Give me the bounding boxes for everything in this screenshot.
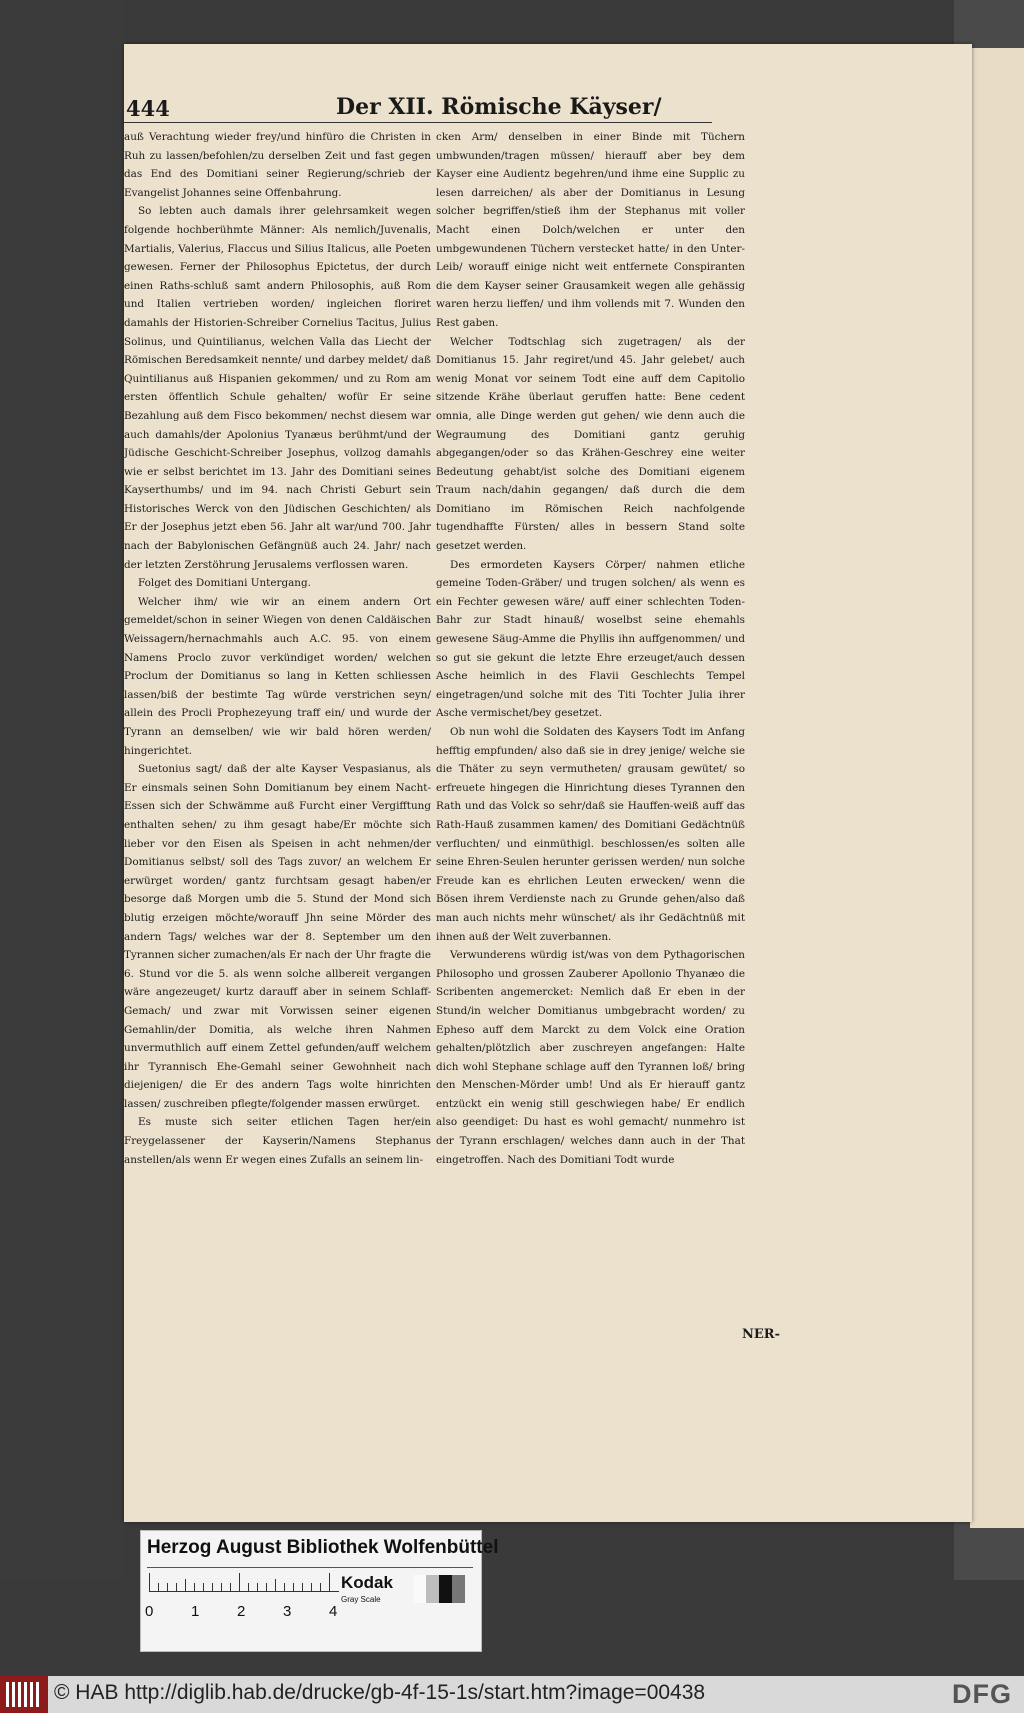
paragraph: Verwunderens würdig ist/was von dem Pythagorischen Philosopho und grossen Zauberer Apollonio Thyanæo die Scribenten angemercket: Nemlich daß Er eben in der Stund/in welcher Domitianus umbgebracht worden/ zu Epheso auff dem Marckt zu dem Volck eine Oration gehalten/plötzlich aber zuschreyen angefangen: Halte dich wohl Stephane schlage auff den Tyrannen loß/ bring den Menschen-Mörder umb! Und als Er hierauff gantz entzückt ein wenig still geschwiegen habe/ Er endlich also geendiget: Du hast es wohl gemacht/ nunmehro ist der Tyrann erschlagen/ welches dann auch in der That eingetroffen. Nach des Domitiani Todt wurde bbox=[436, 949, 745, 1166]
paragraph: Es muste sich seiter etlichen Tagen her/ein Freygelassener der Kayserin/Namens Stephanus anstellen/als wenn Er wegen eines Zufalls an seinem lin- bbox=[124, 1116, 431, 1166]
hab-logo-icon bbox=[0, 1676, 48, 1713]
ruler-label: 3 bbox=[283, 1603, 292, 1620]
grayscale-label: Gray Scale bbox=[341, 1595, 381, 1604]
catchword: NER- bbox=[742, 1327, 780, 1342]
paragraph: Suetonius sagt/ daß der alte Kayser Vespasianus, als Er einsmals seinen Sohn Domitianum bey einem Nacht-Essen sich der Schwämme auß Furcht einer Vergifftung enthalten sehen/ zu ihm gesagt habe/Er möchte sich lieber vor den Eisen als Speisen in acht nehmen/der Domitianus selbst/ soll des Tags zuvor/ an welchem Er erwürget worden/ gantz furchtsam gesagt haben/er besorge daß Morgen umb die 5. Stund der Mond sich blutig erzeigen möchte/worauff Jhn seine Mörder des andern Tags/ welches war der 8. September um den Tyrannen sicher zumachen/als Er nach der Uhr fragte die 6. Stund vor die 5. als wenn solche allbereit vergangen wäre angezeuget/ kurtz darauff aber in seinem Schlaff-Gemach/ und zwar mit Vorwissen seiner eigenen Gemahlin/der Domitia, als welche ihren Nahmen unvermuthlich auff einem Zettel gefunden/auff welchem ihr Tyrannisch Ehe-Gemahl seiner Gewohnheit nach diejenigen/ die Er des andern Tags wolte hinrichten lassen/ zuschreiben pflegte/folgender massen erwürget. bbox=[124, 763, 431, 1110]
target-divider bbox=[147, 1567, 473, 1568]
section-heading: Folget des Domitiani Untergang. bbox=[138, 577, 311, 590]
right-text-column bbox=[436, 128, 745, 1169]
paragraph: Des ermordeten Kaysers Cörper/ nahmen etliche gemeine Toden-Gräber/ und trugen solchen/ als wenn es ein Fechter gewesen wäre/ auff einer schlechten Toden-Bahr zur Stadt hinauß/ woselbst seine ehemahls gewesene Säug-Amme die Phyllis ihn auffgenommen/ und so gut sie gekunt die letzte Ehre erzeuget/auch dessen Asche heimlich in des Flavii Geschlechts Tempel eingetragen/und solche mit des Titi Tochter Julia ihrer Asche vermischet/bey gesetzet. bbox=[436, 558, 745, 720]
paragraph: So lebten auch damals ihrer gelehrsamkeit wegen folgende hochberühmte Männer: Als nemlich/Juvenalis, Martialis, Valerius, Flaccus und Silius Italicus, alle Poeten gewesen. Ferner der Philosophus Epictetus, der durch einen Raths-schluß samt andern Philosophis, auß Rom und Italien vertrieben worden/ ingleichen floriret damahls der Historien-Schreiber Cornelius Tacitus, Julius Solinus, und Quintilianus, welchen Valla das Liecht der Römischen Beredsamkeit nennte/ und darbey meldet/ daß Quintilianus auß Hispanien gekommen/ und zu Rom am ersten öffentlich Schule gehalten/ wofür Er seine Bezahlung auß dem Fisco bekommen/ nechst diesem war auch damahls/der Apolonius Tyanæus berühmt/und der Jüdische Geschicht-Schreiber Josephus, vollzog damahls wie er selbst berichtet im 13. Jahr des Domitiani seines Kayserthumbs/ und im 94. nach Christi Geburt sein Historisches Werck von den Jüdischen Geschichten/ als Er der Josephus jetzt eben 56. Jahr alt war/und 700. Jahr nach der Babylonischen Gefängnüß auch 24. Jahr/ nach der letzten Zerstöhrung Jerusalems verflossen waren. bbox=[124, 205, 431, 571]
paragraph: Welcher Todtschlag sich zugetragen/ als der Domitianus 15. Jahr regiret/und 45. Jahr gelebet/ auch wenig Monat vor seinem Todt eine auff dem Capitolio sitzende Krähe überlaut geruffen hatte: Bene cedent omnia, alle Dinge werden gut gehen/ wie denn auch die Wegraumung des Domitiani gantz geruhig abgegangen/oder so das Krähen-Geschrey eine weiter Bedeutung gehabt/ist solche des Domitiani eigenem Traum nach/dahin gegangen/ daß durch die dem Domitiano im Römischen Reich nachfolgende tugendhaffte Fürsten/ alles in bessern Stand solte gesetzet werden. bbox=[436, 335, 745, 553]
page-number: 444 bbox=[126, 96, 170, 121]
institution-label: Herzog August Bibliothek Wolfenbüttel bbox=[147, 1537, 499, 1558]
kodak-logo: Kodak bbox=[341, 1573, 393, 1592]
header-rule bbox=[124, 122, 712, 123]
running-title: Der XII. Römische Käyser/ bbox=[336, 94, 662, 120]
scanner-backdrop-left bbox=[0, 0, 125, 1580]
dfg-logo: DFG bbox=[952, 1679, 1012, 1709]
paragraph: Welcher ihm/ wie wir an einem andern Ort gemeldet/schon in seiner Wiegen von denen Caldäischen Weissagern/hernachmahls auch A.C. 95. von einem Namens Proclo zuvor verkündiget worden/ welchen Proclum der Domitianus so lang in Ketten schliessen lassen/biß der bestimte Tag würde verstrichen seyn/ allein des Procli Prophezeyung traff ein/ und wurde der Tyrann an demselben/ wie wir bald hören werden/ hingerichtet. bbox=[124, 595, 431, 757]
color-target-card bbox=[140, 1530, 499, 1652]
left-text-column bbox=[124, 128, 431, 1169]
footer-bar bbox=[0, 1676, 1024, 1713]
paragraph: Ob nun wohl die Soldaten des Kaysers Todt im Anfang hefftig empfunden/ also daß sie in drey jenige/ welche sie die Thäter zu seyn vermutheten/ grausam gewütet/ so erfreuete hingegen die Hinrichtung dieses Tyrannen den Rath und das Volck so sehr/daß sie Hauffen-weiß auff das Rath-Hauß zusammen kamen/ des Domitiani Gedächtnüß verfluchten/ und einmüthigl. beschlossen/es solten alle seine Ehren-Seulen herunter gerissen werden/ nun solche Freude kan es ehrlichen Leuten erwecken/ wenn die Bösen ihrem Verdienste nach zu Grunde gehen/also daß man auch nichts mehr wünschet/ als ihr Gedächtnüß mit ihnen auß der Welt zuverbannen. bbox=[436, 726, 745, 943]
paragraph: auß Verachtung wieder frey/und hinfüro die Christen in Ruh zu lassen/befohlen/zu derselben Zeit und fast gegen das End des Domitiani seiner Regierung/schrieb der Evangelist Johannes seine Offenbahrung. bbox=[124, 131, 431, 199]
source-url-link[interactable]: © HAB http://diglib.hab.de/drucke/gb-4f-15-1s/start.htm?image=00438 bbox=[54, 1681, 706, 1704]
ruler-label: 1 bbox=[191, 1603, 200, 1620]
ruler-label: 2 bbox=[237, 1603, 246, 1620]
facing-page-edge bbox=[970, 48, 1024, 1528]
paragraph: cken Arm/ denselben in einer Binde mit Tüchern umbwunden/tragen müssen/ hierauff aber bey dem Kayser eine Audientz begehren/und ihme eine Supplic zu lesen darreichen/ als aber der Domitianus in Lesung solcher begriffen/stieß ihm der Stephanus mit voller Macht einen Dolch/welchen er unter den umbgewundenen Tüchern verstecket hatte/ in den Unter-Leib/ worauff einige nicht weit entfernete Conspiranten die dem Kayser seiner Grausamkeit wegen alle gehässig waren herzu lieffen/ und ihm vollends mit 7. Wunden den Rest gaben. bbox=[436, 131, 745, 329]
gray-scale-patches bbox=[413, 1575, 465, 1603]
measurement-ruler bbox=[149, 1573, 339, 1592]
page-header bbox=[126, 96, 706, 122]
ruler-label: 4 bbox=[329, 1603, 338, 1620]
ruler-label: 0 bbox=[145, 1603, 154, 1620]
